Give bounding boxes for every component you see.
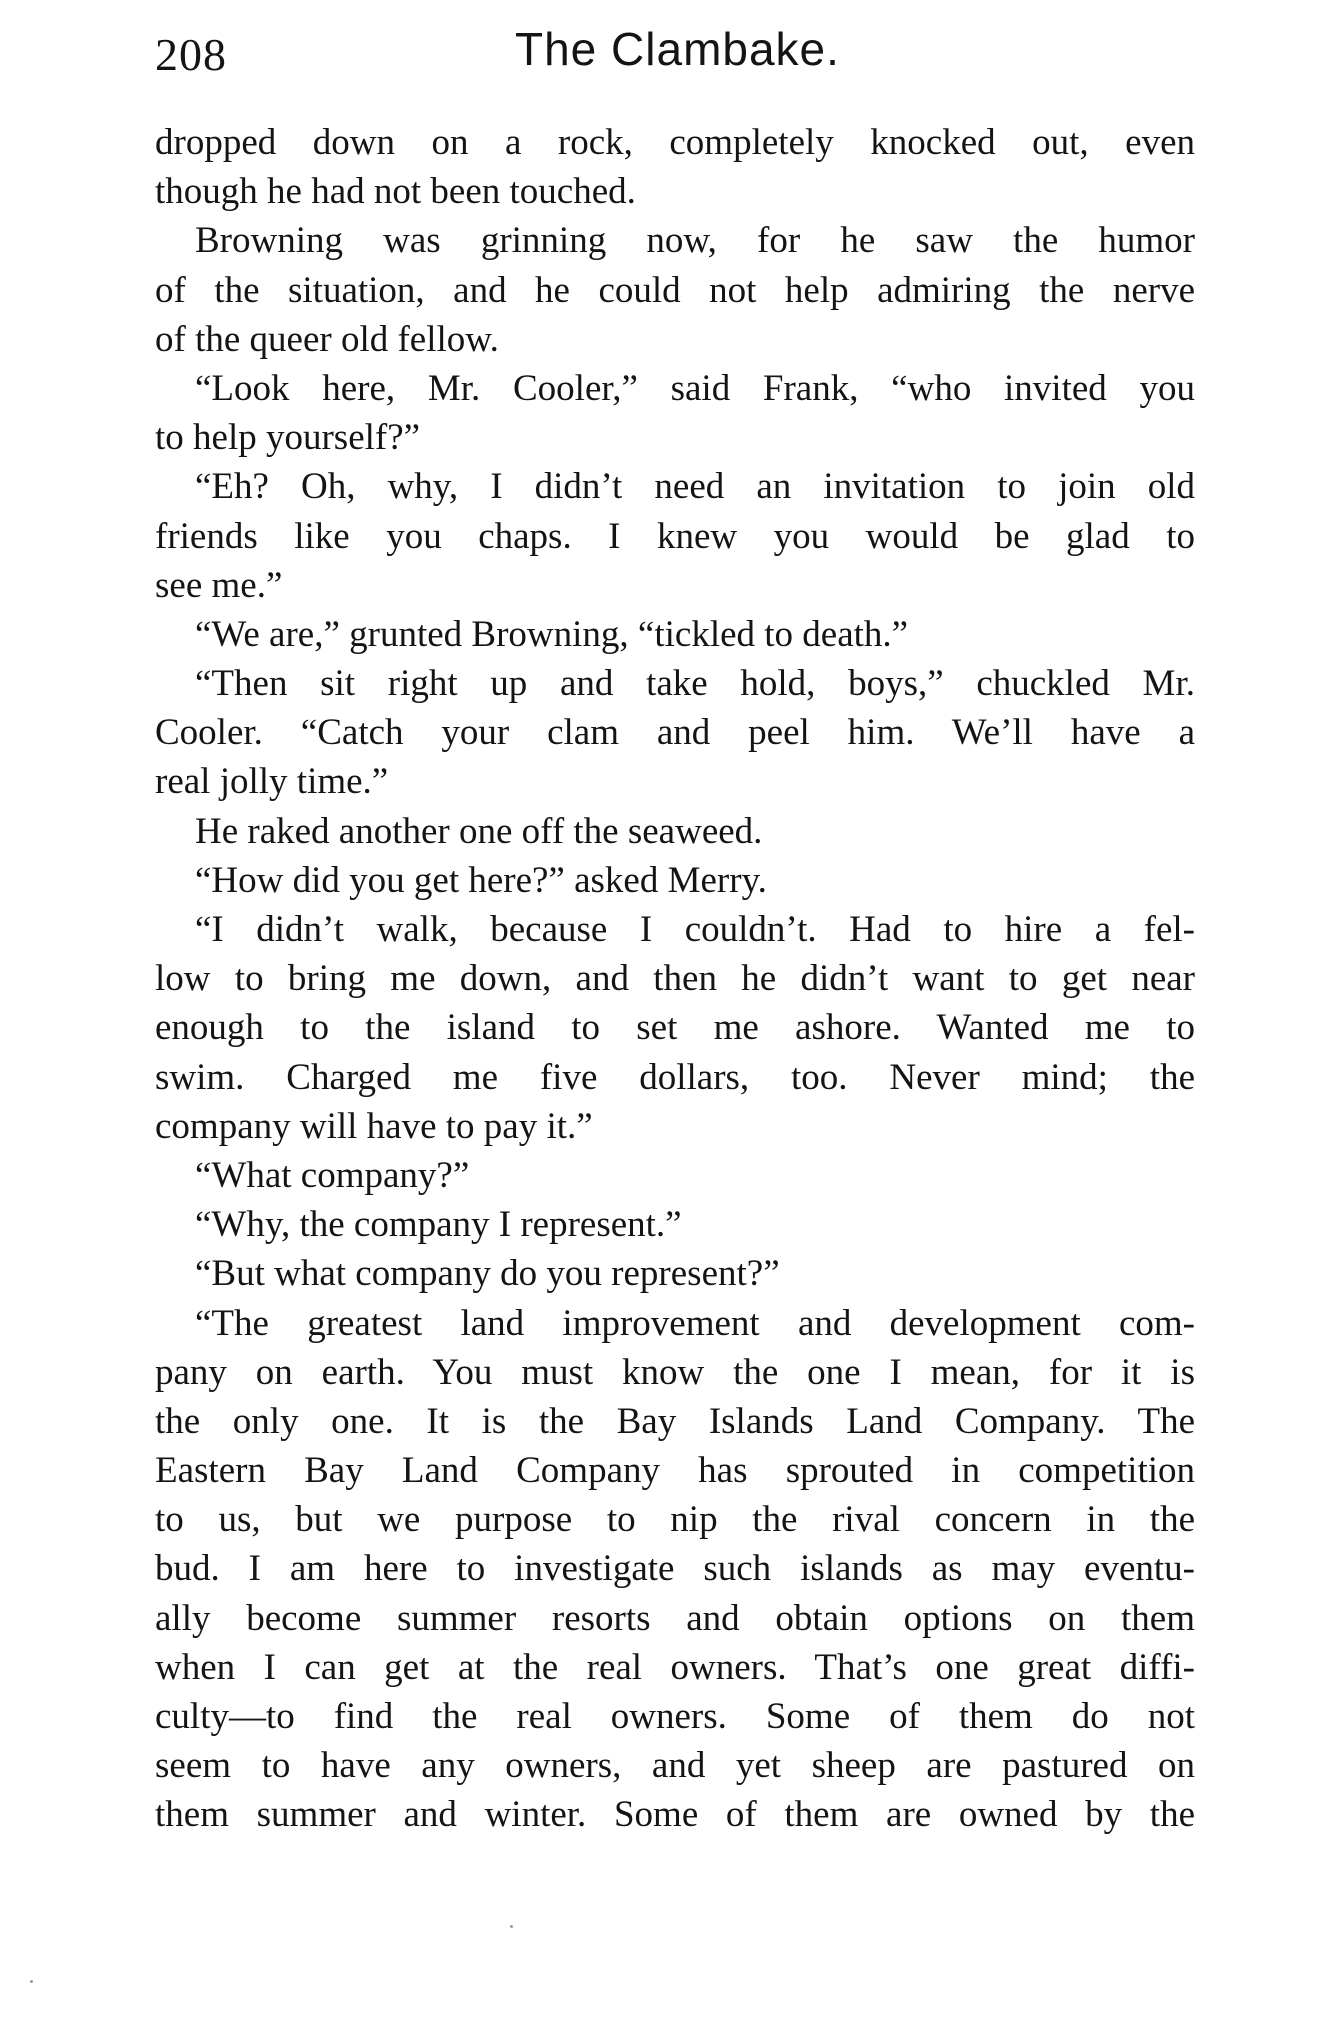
text-line: “Look here, Mr. Cooler,” said Frank, “who invited you [195, 367, 1195, 409]
text-line: “How did you get here?” asked Merry. [195, 859, 767, 901]
text-line: “Eh? Oh, why, I didn’t need an invitation to join old [195, 466, 1195, 508]
body-text [155, 118, 1195, 1840]
text-line: He raked another one off the seaweed. [195, 810, 763, 852]
text-line: to us, but we purpose to nip the rival concern in the [155, 1499, 1195, 1541]
page-header [155, 22, 1195, 92]
text-line: seem to have any owners, and yet sheep are pastured on [155, 1745, 1195, 1787]
text-line: pany on earth. You must know the one I mean, for it is [155, 1351, 1195, 1393]
text-line: bud. I am here to investigate such islands as may eventu- [155, 1548, 1195, 1590]
text-line: culty—to find the real owners. Some of them do not [155, 1696, 1195, 1737]
paper-speck [510, 1925, 513, 1928]
text-line: “What company?” [195, 1154, 470, 1196]
paper-speck [30, 1980, 33, 1983]
text-line: the only one. It is the Bay Islands Land Company. The [155, 1400, 1195, 1442]
text-line: Eastern Bay Land Company has sprouted in competition [155, 1450, 1195, 1492]
text-line: ally become summer resorts and obtain options on them [155, 1597, 1195, 1639]
text-line: Browning was grinning now, for he saw the humor [195, 220, 1195, 262]
text-line: friends like you chaps. I knew you would be glad to [155, 515, 1195, 557]
text-line: real jolly time.” [155, 761, 389, 803]
text-line: “But what company do you represent?” [195, 1253, 780, 1295]
text-line: dropped down on a rock, completely knocked out, even [155, 122, 1195, 163]
text-line: them summer and winter. Some of them are owned by the [155, 1794, 1195, 1836]
text-line: “Then sit right up and take hold, boys,” chuckled Mr. [195, 663, 1195, 705]
text-line: swim. Charged me five dollars, too. Never mind; the [155, 1056, 1195, 1098]
text-line: though he had not been touched. [155, 171, 636, 213]
text-line: to help yourself?” [155, 417, 421, 459]
text-line: “We are,” grunted Browning, “tickled to death.” [195, 613, 909, 655]
text-line: company will have to pay it.” [155, 1105, 593, 1147]
text-line: of the situation, and he could not help admiring the nerve [155, 269, 1195, 311]
text-line: “I didn’t walk, because I couldn’t. Had to hire a fel- [195, 909, 1195, 950]
text-line: low to bring me down, and then he didn’t want to get near [155, 958, 1195, 1000]
page-number: 208 [155, 29, 227, 80]
text-line: see me.” [155, 564, 283, 606]
running-title: The Clambake. [515, 23, 840, 75]
text-line: when I can get at the real owners. That’s one great diffi- [155, 1646, 1195, 1688]
text-line: enough to the island to set me ashore. Wanted me to [155, 1007, 1195, 1049]
text-line: “The greatest land improvement and development com- [195, 1302, 1195, 1344]
text-line: of the queer old fellow. [155, 318, 499, 360]
text-line: Cooler. “Catch your clam and peel him. We’ll have a [155, 712, 1195, 754]
text-line: “Why, the company I represent.” [195, 1204, 682, 1246]
